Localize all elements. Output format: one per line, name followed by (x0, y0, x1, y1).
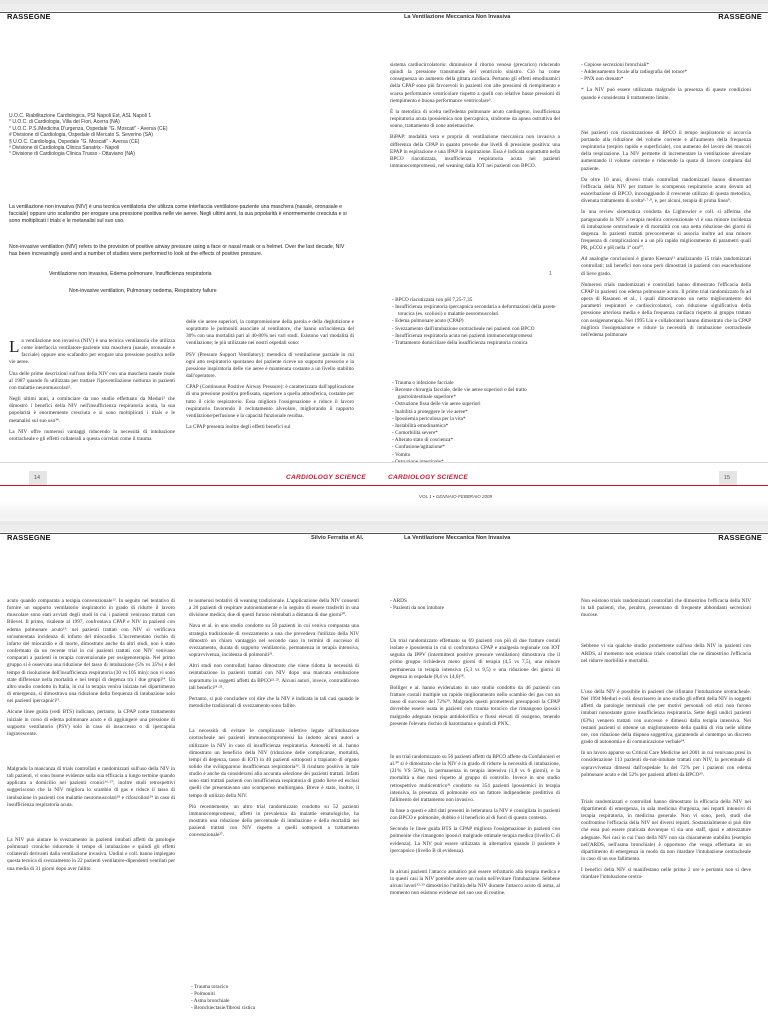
body-column-right (186, 319, 354, 456)
body-paragraph: La necessità di evitare le complicanze infettive legate all'intubazione orotracheale nei pazienti immunocompromessi ha indotto alcuni autori a utilizzare la NIV in caso di insufficienza respiratoria. Antonelli et al. hanno dimostrato un beneficio della NIV (riduzione delle complicanze, mortalità, tempi di degenza, tasso di IOT) in 40 pazienti sottoposti a trapianto di organo solido che svilupparono insufficienza respiratoria²⁶. Il risultato positivo in tale studio è anche da considerarsi alla accurata selezione dei pazienti trattati. Infatti sono stati trattati pazienti con insufficienza respiratoria di grado lieve ed esclusi quelli che presentavano uno scompenso multiorgano. Breve è stato, inoltre, il tempo di utilizzo della NIV. (189, 728, 359, 799)
footer-rule (384, 462, 768, 463)
list-item: - Insufficienza respiratoria acuta nei pazienti immunocompromessi (392, 333, 560, 340)
body-paragraph: PSV (Pressure Support Ventilatory): metodica di ventilazione parziale in cui ogni atto respiratorio spontaneo del paziente riceve un supporto pressorio e la pressione inspiratoria delle vie aeree è mantenuta costante a un livello stabilito dall'operatore. (186, 351, 354, 380)
section-label: RASSEGNE (7, 533, 51, 542)
body-paragraph: In un lavoro apparso su Critical Care Medicine nel 2001 in cui venivano presi in considerazione 113 pazienti do-not-intubate trattati con NIV, la percentuale di sopravvivenza dimessi dall'ospedale fu del 72% per i pazienti con edema polmonare acuto e del 52% per pazienti affetti da BPCO³⁵. (581, 750, 751, 778)
affiliation-line: º Divisione di Cardiologia Clinica Sanatrix - Napoli (9, 145, 120, 152)
body-paragraph: Negli ultimi anni, a cominciare da uno studio effettuato da Meduri² che dimostrò i benefici della NIV nell'insufficienza respiratoria acuta, la sua popolarità è enormemente cresciuta e si sono moltiplicati i trials e le metanalisi sul suo uso³⁴. (9, 396, 175, 424)
body-paragraph: sistema cardiocircolatorio: diminuisce il ritorno venoso (precarico) riducendo quindi la pressione transmurale del ventricolo sinistro. Ciò ha come conseguenza un aumento della gittata cardiaca. Pertanto gli effetti emodinamici della CPAP sono più favorevoli in pazienti con alte pressioni di riempimento e scarsa performance ventricolare rispetto a quelli con relative basse pressioni di riempimento e buona performance ventricolare⁵. (390, 62, 560, 104)
affiliation-line: # Divisione di Cardiologia, Ospedale di Mercato S. Severino (SA) (9, 132, 153, 139)
masthead-rule (384, 485, 768, 486)
body-paragraph: Non esistono trials randomizzati controllati che dimostrino l'efficacia della NIV in tali pazienti, che, peraltro, presentano di frequente abbondanti secrezioni mucose. (581, 598, 751, 619)
body-paragraph: Trials randomizzati e controllati hanno dimostrato la efficacia della NIV nei dipartimenti di emergenza, in sala medicina d'urgenza, nei reparti intensivi di terapia respiratoria, in medicina generale. Non vi sono, però, studi che confrontino l'efficacia della NIV nei diversi reparti. Sostanzialmente si può dire che essa può essere praticata dovunque vi sia uno staff, spazi e attrezzature adeguate. Nei casi in cui l'uso della NIV non sia chiaramente stabilito (esempio nell'ARDS, nell'asma bronchiale) è opportuno che venga effettuata in un dipartimento di emergenza in modo da non ritardare l'intubazione orotracheale in caso di un suo fallimento. (581, 798, 751, 863)
body-paragraph: Più recentemente, un altro trial randomizzato condotto su 52 pazienti immunocompromessi, affetti in prevalenza da malattie ematologiche, ha mostrato una riduzione della percentuale di intubazione e della mortalità nei pazienti trattati con NIV rispetto a quelli sottoposti a trattamento convenzionale²⁷. (189, 803, 359, 839)
body-paragraph: delle vie aeree superiori, la compromissione della parola e della deglutizione e soprattutto le polmoniti associate al ventilatore, che hanno un'incidenza del 30% con una mortalità pari al 40-80% nei vari studi. Esistono vari modalità di ventilazione; le più utilizzate nei nostri ospedali sono: (186, 319, 354, 347)
header-rule (0, 533, 384, 534)
body-paragraph: In un trial randomizzato su 56 pazienti affetti da BPCO affette da Confalonieri et al.³⁰ si è dimostrato che la NIV è in grado di ridurre la necessità di intubazione, (21% VS 50%), la permanenza in terapia intensiva (1,8 vs 6 giorni), e la mortalità a due mesi rispetto al gruppo di controllo. Invece in uno studio retrospettivo multicentrico³¹ condotto su 354 pazienti ipossiemici in terapia intensiva, la presenza di polmonite era un fattore indipendente predittivo di fallimento del trattamento non invasivo. (390, 753, 560, 803)
body-paragraph: In base a questi e altri dati presenti in letteratura la NIV è consigliata in pazienti con BPCO e polmonite, dubbio è il beneficio al di fuori di questo contesto. (390, 807, 560, 822)
list-item: - Ipossiemia pericolosa per la vita* (392, 416, 560, 423)
list-item: - Polmoniti (191, 991, 361, 998)
list-item: - Trauma o infezione facciale (392, 380, 560, 387)
affiliation-line: ° Divisione di Cardiologia Clinica Trusso - Ottaviano (NA) (9, 151, 135, 158)
list-item: - Svezzamento dall'intubazione orotracheale nei pazienti con BPCO (392, 326, 560, 333)
body-paragraph: te numerosi tentativi di weaning tradizionale. L'applicazione della NIV consentì a 20 pazienti di respirare autonomamente e in seguito di essere trasferiti in una divisione medica; due di questi furono reintubati a distanza di due giorni²⁰. (189, 598, 359, 619)
body-column-right (581, 598, 751, 1020)
header-rule (384, 533, 768, 534)
page-14 (0, 0, 384, 512)
page-number: 14 (34, 475, 41, 481)
body-column-right (581, 62, 751, 456)
list-item: - Inabilità a proteggere le vie aeree* (392, 409, 560, 416)
list-item: - Edema polmonare acuto (CPAP) (392, 318, 560, 325)
abstract-italian: La ventilazione non invasiva (NIV) è una tecnica ventilatoria che utilizza come interfaccia ventilatore-paziente una maschera (nasale, oronasale e facciale) oppure uno scafandro per erogare una pressione positiva nelle vie aeree. Negli ultimi anni, la sua popolarità è enormemente cresciuta e si sono moltiplicati i trials e le metanalisi sul suo uso. (9, 204, 347, 224)
body-paragraph: acuto quando comparata a terapia convenzionale¹². In seguito nel tentativo di fornire un supporto ventilatorio inspiratorio in grado di ridurre il lavoro muscolare sono stati avviati degli studi in cui i pazienti venivano trattati con Bilevel. Il primo, risalente al 1997, confrontava CPAP e NIV in pazienti con edema polmonare acuto¹³: nei pazienti trattati con NIV si verificava un'aumentata incidenza di infarto del miocardio. L'incrementato rischio di infarto del miocardio e di morte, dimostrato anche da altri studi, non è stato confermato da un recente trial in cui pazienti trattati con NIV venivano comparati a pazienti in terapia convenzionale per ossigenoterapia. Nel primo gruppo si è osservata una riduzione del tasso di intubazione (5% vs 35%) e del tempo di risoluzione dell'insufficienza respiratoria (30 vs 105 min): non vi sono state differenze nella mortalità e nei tempi di degenza tra i due gruppi¹⁴. Un altro studio condotto in Italia, in cui la terapia veniva iniziata nel dipartimento di emergenza, si dimostrava una riduzione della frequenza di intubazione solo nei pazienti ipercapnici¹⁵. (7, 598, 175, 705)
body-column-left (390, 62, 560, 262)
list-item: - PNX non drenato* (581, 76, 751, 83)
list-item: - Addensamento focale alla radiografia del torace* (581, 69, 751, 76)
body-column-left (7, 598, 175, 1003)
body-paragraph: Alcune linee guida (vedi BTS) indicano, pertanto, la CPAP come trattamento iniziale in corso di edema polmonare acuto e di aggiungere una pressione di supporto ventilatorio (PSV) solo in caso di insuccesso o di ipercapnia ingravescente. (7, 709, 175, 737)
list-item: - Ostruzione fissa delle vie aeree superiori (392, 401, 560, 408)
indications-list (392, 297, 560, 351)
body-paragraph: Sebbene vi sia qualche studio promettente sull'uso della NIV in pazienti con ARDS, al momento non esistono trials controllati che ne dimostrino l'efficacia nel ridurre morbilità e mortalità. (581, 643, 751, 664)
body-paragraph: I benefici della NIV si manifestano nelle prime 2 ore e pertanto non si deve ritardare l'intubazione orotra- (581, 867, 751, 881)
list-item: - Recente chirurgia facciale, delle vie aeree superiori o del tratto gastrointestinale superiore* (392, 387, 560, 401)
header-rule (384, 12, 768, 13)
body-paragraph: È la metodica di scelta nell'edema polmonare acuto cardiogeno, insufficienza respiratoria acuta ipossiemica non ipercapnica, sindrome da apnea ostruttiva del sonno, trattamento di zone atelettasiche. (390, 108, 560, 130)
affiliation-line: U.O.C. Riabilitazione Cardiologica, PSI Napoli Est, ASL Napoli 1 (9, 113, 152, 119)
volume-line: VOL 1 • GENNAIO-FEBBRAIO 2009 (419, 494, 493, 499)
keywords-italian: Ventilazione non invasiva, Edema polmonare, Insufficienza respiratoria (49, 271, 212, 277)
footer-rule (0, 462, 384, 463)
section-label: RASSEGNE (7, 12, 51, 21)
table-marker: 1 (549, 271, 552, 277)
journal-masthead: CARDIOLOGY SCIENCE (388, 474, 469, 481)
body-paragraph: Ad analoghe conclusioni è giunto Keenan¹¹ analizzando 15 trials randomizzati controllati: tali benefici non sono però dimostrati in pazienti con esacerbazione di lieve grado. (581, 256, 751, 277)
list-item: - Comorbilità severe* (392, 430, 560, 437)
conditions-list (390, 598, 558, 616)
body-paragraph: Un trial randomizzato effettuato su 69 pazienti con più di due fratture costali isolate e ipossiemia in cui si confrontava CPAP e analgesia regionale con IOT seguita da IPPV (intermittent positive pressure ventilation) dimostrava che il primo gruppo richiedeva meno giorni di terapia (4,5 vs 7,5), una minore permanenza in terapia intensiva (5,3 vs 9,5) e una riduzione dei giorni di degenza in ospedale (8,4 vs 14,6)²⁸. (390, 638, 560, 680)
abstract-english: Non-invasive ventilation (NIV) refers to the provision of positive airway pressure using a face or nasal mask or a helmet. Over the last decade, NIV has been increasingly used and a number of studies were performed to look at the effects of positive pressure. (9, 244, 345, 257)
body-paragraph: CPAP (Continuous Positive Airway Pressure): è caratterizzata dall'applicazione di una pressione positiva prefissata, superiore a quella atmosferica, costante per tutto il ciclo respiratorio. Essa migliora l'ossigenazione e riduce il lavoro respiratorio favorendo il reclutamento alveolare, migliorando il rapporto ventilazione/perfusione e la capacità funzionale residua. (186, 384, 354, 419)
list-item: - Pazienti da non intubare (390, 605, 558, 612)
body-paragraph: BiPAP: modalità vera e propria di ventilazione meccanica non invasiva a differenza della CPAP in quanto prevede due livelli di pressione positiva: una EPAP in espirazione e una IPAP in inspirazione. Essa è indicata soprattutto nella BPCO riacutizzata, insufficienza respiratoria acuta nei pazienti immunocompromessi, nel weaning dalla IOT nei pazienti con BPCO. (390, 134, 560, 170)
body-paragraph: Bolliger e al. hanno evidenziato in uno studio condotto da 46 pazienti con fratture costali multiple un rapido miglioramento nello scambio dei gas con un tasso di successo del 72%²⁹. Malgrado questi promettenti presupposti la CPAP dovrebbe essere usata in pazienti con trauma toracico che rimangono ipossici malgrado adeguata terapia antidolorifica e flussi elevati di ossigeno, tenendo presente l'elevato rischio di barotrauma e quindi di PNX. (390, 684, 560, 727)
list-item: - Instabilità emodinamica* (392, 423, 560, 430)
journal-masthead: CARDIOLOGY SCIENCE (286, 474, 367, 481)
body-paragraph: Una delle prime descrizioni sull'uso della NIV con una maschera nasale risale al 1987 quando fu utilizzata per trattare l'ipoventilazione notturna in pazienti con malattie neuromuscolari¹. (9, 370, 175, 391)
list-item: - Alterato stato di coscienza* (392, 437, 560, 444)
section-label: RASSEGNE (718, 12, 762, 21)
body-paragraph: Malgrado la mancanza di trials controllati e randomizzati sull'uso della NIV in tali pazienti, vi sono buone evidenze sulla sua efficacia a lungo termine quando applicata a domicilio nei pazienti cronici¹⁶·¹⁷; inoltre studi retrospettivi suggeriscono che la NIV migliora lo scambio di gas e riduce il tasso di intubazione in pazienti con malattie neuromuscolari¹⁸ e cifoscoliosi¹⁹ in caso di insufficienza respiratoria acuta. (7, 765, 175, 808)
body-paragraph: La NIV può aiutare lo svezzamento in pazienti intubati affetti da patologie polmonari croniche riducendo il tempo di intubazione e quindi gli effetti collaterali derivanti dalla ventilazione invasiva. Undini e coll. hanno impiegato questa tecnica di svezzamento in 22 pazienti ventilatore-dipendenti ventilati per una media di 31 giorni dopo aver fallito (7, 836, 175, 872)
running-title: La Ventilazione Meccanica Non Invasiva (404, 14, 511, 20)
body-paragraph: L'uso della NIV è possibile in pazienti che rifiutano l'intubazione orotracheale. Nel 1994 Meduri e coll. descrissero in uno studio gli effetti della NIV in soggetti affetti da patologie terminali che per motivi personali od etici non furono intubati nonostante grave insufficienza respiratoria. Sette degli undici pazienti (63%) vennero trattati con successo e dimessi dalla terapia intensiva. Nei restanti pazienti si ottenne un miglioramento della qualità di vita nelle ultime ore, con riduzione della dispnea soggettiva, garantendo al contempo un discreto grado di autonomia e di comunicazione verbale³⁴. (581, 688, 751, 746)
affiliation-line: § U.O.C. Cardiologia, Ospedale "G. Moscati" - Aversa (CE) (9, 138, 140, 145)
list-item: - Trauma toracico (191, 984, 361, 991)
list-item: - Confusione/agitazione* (392, 444, 560, 451)
list-item: - Asma bronchiale (191, 998, 361, 1005)
header-rule (0, 12, 384, 13)
page-number: 15 (724, 475, 731, 481)
body-paragraph: Altri studi non controllati hanno dimostrato che viene ridotta la necessità di reintubazione in pazienti trattati con NIV dopo una mancata estubazione soprattutto in soggetti affetti da BPCO²²·²³. Alcuni autori, invece, contraddicono tali benefici²⁴·²⁵. (189, 663, 359, 691)
intro-paragraph: La ventilazione non invasiva (NIV) è una tecnica ventilatoria che utilizza come interfaccia ventilatore-paziente una maschera (nasale, oronasale e facciale) oppure uno scafandro per erogare una pressione positiva nelle vie aeree. (9, 338, 175, 366)
body-paragraph: In una review sistematica condotta da Lightowler e coll. si afferma che paragonando la NIV a terapia medica convenzionale vi è una minore incidenza di intubazione orotracheale e di mortalità con una netta riduzione dei giorni di degenza. In pazienti trattati precocemente si associa inoltre ad una minore frequenza di complicazioni e a un più rapido miglioramento di parametri quali PR, pCO2 e pH nella 1ª ora¹⁰. (581, 209, 751, 252)
body-paragraph: Numerosi trials randomizzati e controllati hanno dimostrato l'efficacia della CPAP in pazienti con edema polmonare acuto. Il primo trial randomizzato fu ad opera di Rasanen et al., i quali dimostrarono un netto miglioramento dei parametri respiratori e cardiocircolatori, con riduzione significativa della pressione arteriosa media e della frequenza cardiaca rispetto al gruppo trattato con ossigenoterapia. Nel 1995 Lin e collaboratori hanno dimostrato che la CPAP migliora l'ossigenazione e riduce la necessità di intubazione orotracheale nell'edema polmonare (581, 281, 751, 338)
body-paragraph: Da oltre 10 anni, diversi trials controllati randomizzati hanno dimostrato l'efficacia della NIV per trattare lo scompenso respiratorio acuto dovuto ad esacerbazione di BPCO, incoraggiando il crescente utilizzo di questa metodica, divenuta trattamento di scelta⁶·⁷·⁸, e, per alcuni, terapia di prima linea⁹. (581, 176, 751, 205)
contraindications-list (392, 380, 560, 470)
body-paragraph: In alcuni pazienti l'attacco asmatico può essere refrattario alla terapia medica e in questi casi la NIV potrebbe avere un ruolo nell'evitare l'intubazione. Sebbene alcuni lavori³²·³³ dimostrino l'utilità della NIV durante l'attacco acuto di asma, al momento non esistono evidenze nel suo uso di routine. (390, 868, 560, 897)
running-title: La Ventilazione Meccanica Non Invasiva (404, 535, 511, 541)
body-paragraph: Nei pazienti con riacutizzazione di BPCO il tempo inspiratorio si accorcia portando alla riduzione del volume corrente e all'aumento della frequenza respiratoria (respiro rapido e superficiale), con aumento del lavoro dei muscoli della respirazione. La NIV permette di incrementare la ventilazione alveolare aumentando il volume corrente e riducendo la quota di lavoro compiuta dal paziente. (581, 129, 751, 172)
affiliation-line: ° U.O.C. P.S./Medicina D'urgenza, Ospedale "G. Moscati" - Aversa (CE) (9, 125, 168, 132)
body-column-left (9, 338, 175, 456)
affiliation-line: * U.O.C. di Cardiologia, Villa dei Fiori, Acerra (NA) (9, 119, 120, 126)
body-paragraph: Nava et al. in uno studio condotto su 50 pazienti in cui veniva comparata una strategia tradizionale di svezzamento a una che prevedeva l'utilizzo della NIV dimostrò un chiaro vantaggio nel secondo caso in termini di successo di svezzamento, durata di supporto ventilatorio, permanenza in terapia intensiva, sopravvivenza, incidenza di polmoniti²¹. (189, 623, 359, 659)
body-column-right (189, 598, 359, 948)
page-16 (0, 512, 384, 1024)
list-item: - Vomito (392, 452, 560, 459)
body-paragraph: La CPAP presenta inoltre degli effetti benefici sul (186, 424, 291, 431)
conditions-list (191, 984, 361, 1017)
list-item: - BPCO riacutizzata con pH 7,25-7,35 (392, 297, 560, 304)
drop-cap: L (9, 338, 20, 356)
masthead-rule (0, 485, 384, 486)
body-paragraph: La NIV offre numerosi vantaggi riducendo la necessità di intubazione orotracheale e gli effetti collaterali a questa correlati come il trauma (9, 428, 175, 442)
page-15 (384, 0, 768, 512)
list-item: - Copiose secrezioni bronchiali* (581, 62, 751, 69)
page-17 (384, 512, 768, 1024)
affiliations (9, 113, 289, 158)
body-paragraph: Pertanto, si può concludere col dire che la NIV è indicata in tali casi quando le metodiche tradizionali di svezzamento sono fallite. (189, 695, 359, 710)
list-item: - Insufficienza respiratoria ipercapnica secondaria a deformazioni della parete toracica (es. scoliosi) o malattie neuromuscolari (392, 304, 560, 318)
body-paragraph: Secondo le linee guida BTS la CPAP migliora l'ossigenazione in pazienti con polmonite che rimangono ipossici malgrado ottimale terapia medica (livello C di evidenza). La NIV può essere utilizzata in alternativa quando il paziente è ipercapnico (livello B di evidenza). (390, 826, 560, 854)
author-line: Silvio Ferratta et Al. (311, 535, 364, 541)
section-label: RASSEGNE (718, 533, 762, 542)
body-column-left (390, 638, 560, 1020)
keywords-english: Non-invasive ventilation, Pulmonary oedema, Respiratory failure (69, 288, 217, 294)
list-item: - Trattamento domiciliare della insufficienza respiratoria cronica (392, 340, 560, 347)
list-item: - Bronchiectasie/fibrosi cistica (191, 1005, 361, 1012)
table-footnote: * La NIV può essere utilizzata malgrado la presenza di queste condizioni quando è considerata il trattamento limite. (581, 87, 751, 101)
list-item: - ARDS (390, 598, 558, 605)
